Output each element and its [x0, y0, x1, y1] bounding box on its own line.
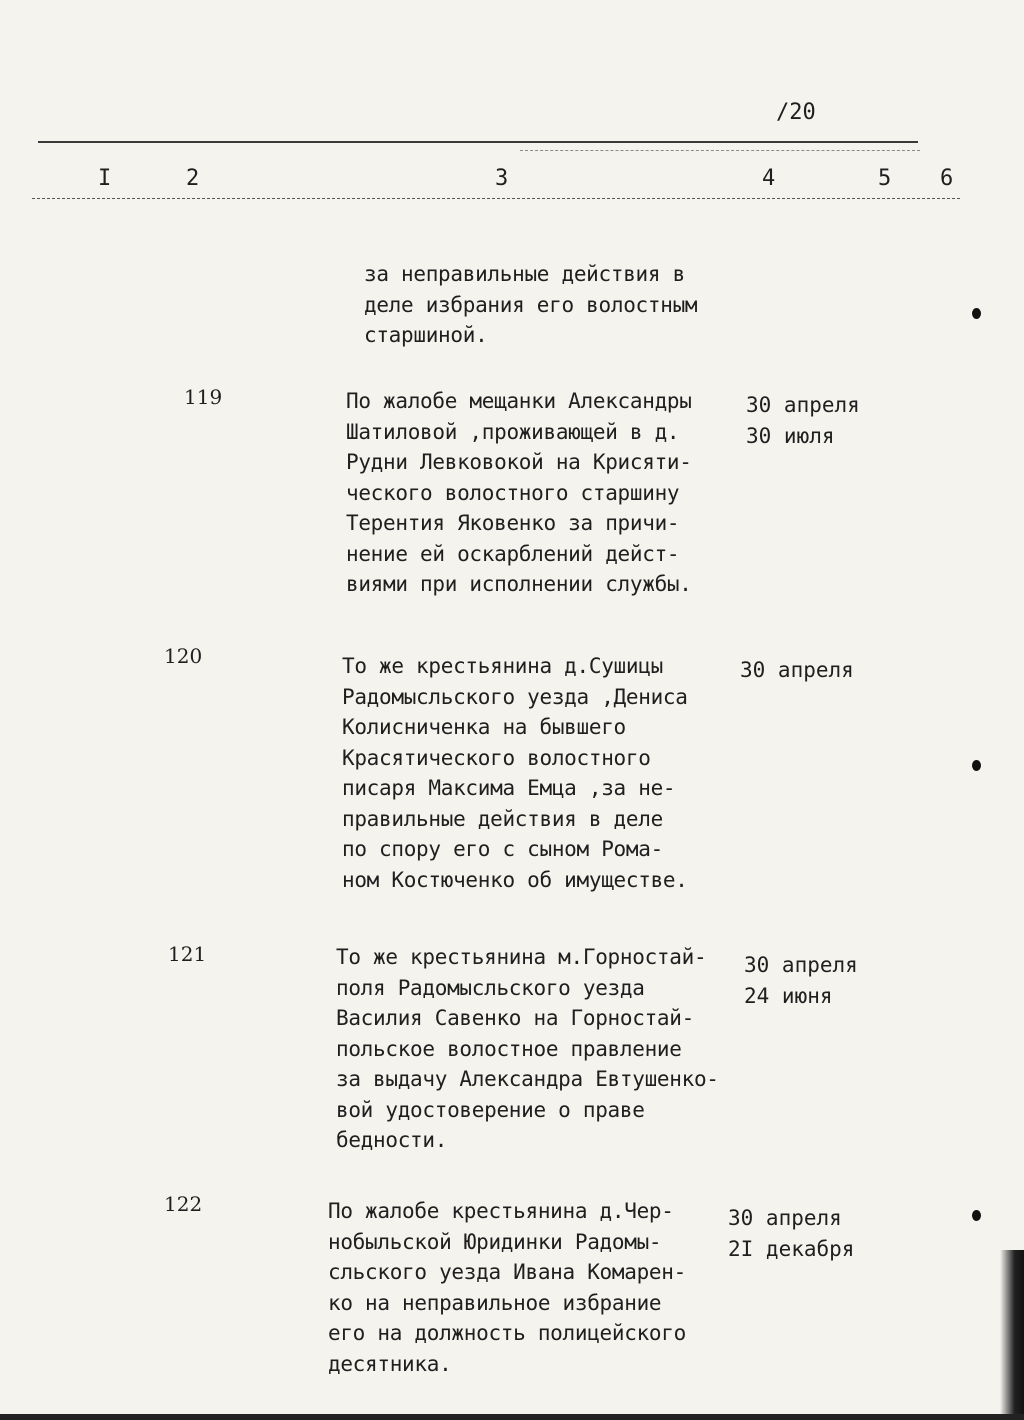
entry-text-line: польское волостное правление [336, 1036, 682, 1061]
entry-text-line: Колисниченка на бывшего [342, 715, 626, 739]
entry-text-line: Рудни Левковокой на Крисяти- [346, 450, 692, 474]
entry-date: 24 июня [744, 984, 833, 1008]
entry-text-line: Радомысльского уезда ,Дениса [342, 684, 688, 709]
entry-text-line: ном Костюченко об имуществе. [342, 867, 688, 892]
entry-description [346, 386, 746, 600]
entry-number: 121 [168, 942, 207, 966]
entry-date: 30 апреля [746, 393, 860, 417]
entry-date: 30 апреля [740, 658, 854, 682]
column-header-rule [32, 198, 960, 199]
scan-bottom-edge [0, 1414, 1024, 1420]
entry-description [342, 651, 742, 895]
entry-description [364, 259, 764, 351]
column-header-1: I [98, 166, 112, 191]
entry-text-line: деле избрания его волостным [364, 292, 698, 317]
entry-text-line: десятника. [328, 1351, 452, 1376]
entry-text-line: по спору его с сыном Рома- [342, 837, 663, 861]
entry-date: 30 апреля [728, 1206, 842, 1230]
entry-text-line: старшиной. [364, 323, 488, 347]
entry-text-line: Шатиловой ,проживающей в д. [346, 419, 680, 444]
entry-text-line: То же крестьянина м.Горностай- [336, 945, 707, 969]
entry-dates [740, 655, 854, 686]
column-header-4: 4 [762, 166, 776, 191]
entry-text-line: Красятического волостного [342, 745, 651, 770]
entry-text-line: ко на неправильное избрание [328, 1290, 662, 1315]
entry-text-line: вой удостоверение о праве [336, 1097, 645, 1122]
entry-text-line: сльского уезда Ивана Комарен- [328, 1260, 686, 1284]
entry-text-line: его на должность полицейского [328, 1321, 686, 1345]
entry-text-line: Терентия Яковенко за причи- [346, 511, 680, 535]
entry-text-line: Василия Савенко на Горностай- [336, 1006, 694, 1030]
entry-text-line: поля Радомысльского уезда [336, 975, 645, 1000]
column-header-2: 2 [186, 166, 200, 191]
column-header-5: 5 [878, 166, 892, 191]
entry-dates [728, 1203, 854, 1265]
header-rule [38, 141, 918, 143]
entry-dates [744, 950, 858, 1012]
entry-text-line: писаря Максима Емца ,за не- [342, 776, 676, 800]
page-number: /20 [776, 100, 816, 125]
entry-number: 120 [164, 644, 203, 668]
entry-date: 30 апреля [744, 953, 858, 977]
entry-text-line: виями при исполнении службы. [346, 572, 692, 596]
entry-text-line: По жалобе крестьянина д.Чер- [328, 1199, 674, 1223]
entry-dates [746, 390, 860, 452]
entry-description [328, 1196, 728, 1379]
entry-text-line: за выдачу Александра Евтушенко- [336, 1067, 719, 1091]
entry-date: 30 июля [746, 424, 835, 448]
entry-text-line: нобыльской Юридинки Радомы- [328, 1229, 662, 1254]
column-header-3: 3 [495, 166, 509, 191]
entry-text-line: за неправильные действия в [364, 262, 685, 286]
entry-text-line: правильные действия в деле [342, 806, 663, 831]
entry-text-line: То же крестьянина д.Сушицы [342, 654, 663, 678]
entry-text-line: ческого волостного старшину [346, 480, 680, 505]
entry-text-line: По жалобе мещанки Александры [346, 389, 692, 413]
punch-hole-mark [972, 760, 981, 771]
entry-description [336, 942, 736, 1156]
punch-hole-mark [972, 1210, 981, 1221]
punch-hole-mark [972, 308, 981, 319]
column-header-6: 6 [940, 166, 954, 191]
entry-number: 119 [184, 385, 223, 409]
entry-text-line: бедности. [336, 1128, 448, 1152]
entry-date: 2I декабря [728, 1237, 855, 1261]
header-rule-faint [520, 150, 920, 151]
entry-number: 122 [164, 1192, 203, 1216]
scan-edge-shadow [1000, 1250, 1024, 1420]
entry-text-line: нение ей оскарблений дейст- [346, 541, 680, 566]
